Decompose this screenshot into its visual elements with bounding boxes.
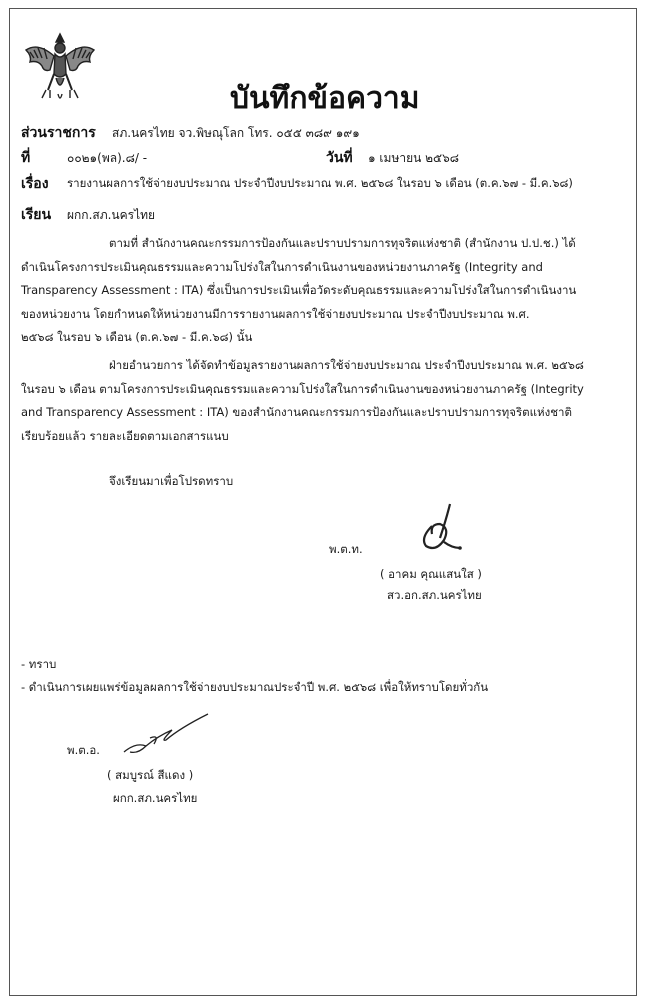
p2-line-1: ฝ่ายอำนวยการ ได้จัดทำข้อมูลรายงานผลการใช้จ่ายงบประมาณ ประจำปีงบประมาณ พ.ศ. ๒๕๖๘ <box>109 358 584 372</box>
to-value: ผกก.สภ.นครไทย <box>67 208 156 222</box>
signer1-rank: พ.ต.ท. <box>329 542 363 556</box>
p2-line-2: ในรอบ ๖ เดือน ตามโครงการประเมินคุณธรรมและความโปร่งใสในการดำเนินงานของหน่วยงานภาครัฐ (Integrity <box>21 381 584 396</box>
to-label: เรียน <box>21 207 52 223</box>
p1-line-1: ตามที่ สำนักงานคณะกรรมการป้องกันและปราบปรามการทุจริตแห่งชาติ (สำนักงาน ป.ป.ช.) ได้ <box>109 236 576 250</box>
order-line-2: - ดำเนินการเผยแพร่ข้อมูลผลการใช้จ่ายงบประมาณประจำปี พ.ศ. ๒๕๖๘ เพื่อให้ทราบโดยทั่วกัน <box>21 680 489 694</box>
garuda-emblem-icon <box>20 28 100 108</box>
signer1-position: สว.อก.สภ.นครไทย <box>387 588 482 602</box>
signer1-name: ( อาคม คุณแสนใส ) <box>380 567 482 581</box>
p2-line-4: เรียบร้อยแล้ว รายละเอียดตามเอกสารแนบ <box>21 428 229 443</box>
signature-2 <box>120 710 212 760</box>
signature-1 <box>410 498 470 556</box>
closing-text: จึงเรียนมาเพื่อโปรดทราบ <box>109 474 234 488</box>
subject-value: รายงานผลการใช้จ่ายงบประมาณ ประจำปีงบประมาณ พ.ศ. ๒๕๖๘ ในรอบ ๖ เดือน (ต.ค.๖๗ - มี.ค.๖๘) <box>67 176 573 190</box>
paragraph-1 <box>21 232 630 350</box>
signer2-rank: พ.ต.อ. <box>67 743 100 757</box>
p1-line-3: Transparency Assessment : ITA) ซึ่งเป็นการประเมินเพื่อวัดระดับคุณธรรมและความโปร่งใสในการดำเนินงาน <box>21 283 577 297</box>
subject-label: เรื่อง <box>21 176 49 192</box>
signer2-position: ผกก.สภ.นครไทย <box>113 791 198 805</box>
paragraph-2 <box>21 354 630 448</box>
p1-line-4: ของหน่วยงาน โดยกำหนดให้หน่วยงานมีการรายงานผลการใช้จ่ายงบประมาณ ประจำปีงบประมาณ พ.ศ. <box>21 306 530 321</box>
order-line-1: - ทราบ <box>21 657 57 671</box>
memo-title: บันทึกข้อความ <box>230 81 420 116</box>
date-label: วันที่ <box>326 150 353 166</box>
agency-label: ส่วนราชการ <box>21 125 96 141</box>
agency-value: สภ.นครไทย จว.พิษณุโลก โทร. ๐๕๕ ๓๘๙ ๑๙๑ <box>112 126 360 140</box>
ref-value: ๐๐๒๑(พล).๘/ - <box>67 151 148 165</box>
p2-line-3: and Transparency Assessment : ITA) ของสำนักงานคณะกรรมการป้องกันและปราบปรามการทุจริตแห่งชาติ <box>21 405 572 419</box>
ref-label: ที่ <box>21 150 31 166</box>
p1-line-2: ดำเนินโครงการประเมินคุณธรรมและความโปร่งใสในการดำเนินงานของหน่วยงานภาครัฐ (Integrity and <box>21 259 543 274</box>
date-value: ๑ เมษายน ๒๕๖๘ <box>368 151 460 165</box>
p1-line-5: ๒๕๖๘ ในรอบ ๖ เดือน (ต.ค.๖๗ - มี.ค.๖๘) นั้น <box>21 330 253 344</box>
signer2-name: ( สมบูรณ์ สีแดง ) <box>107 768 194 782</box>
